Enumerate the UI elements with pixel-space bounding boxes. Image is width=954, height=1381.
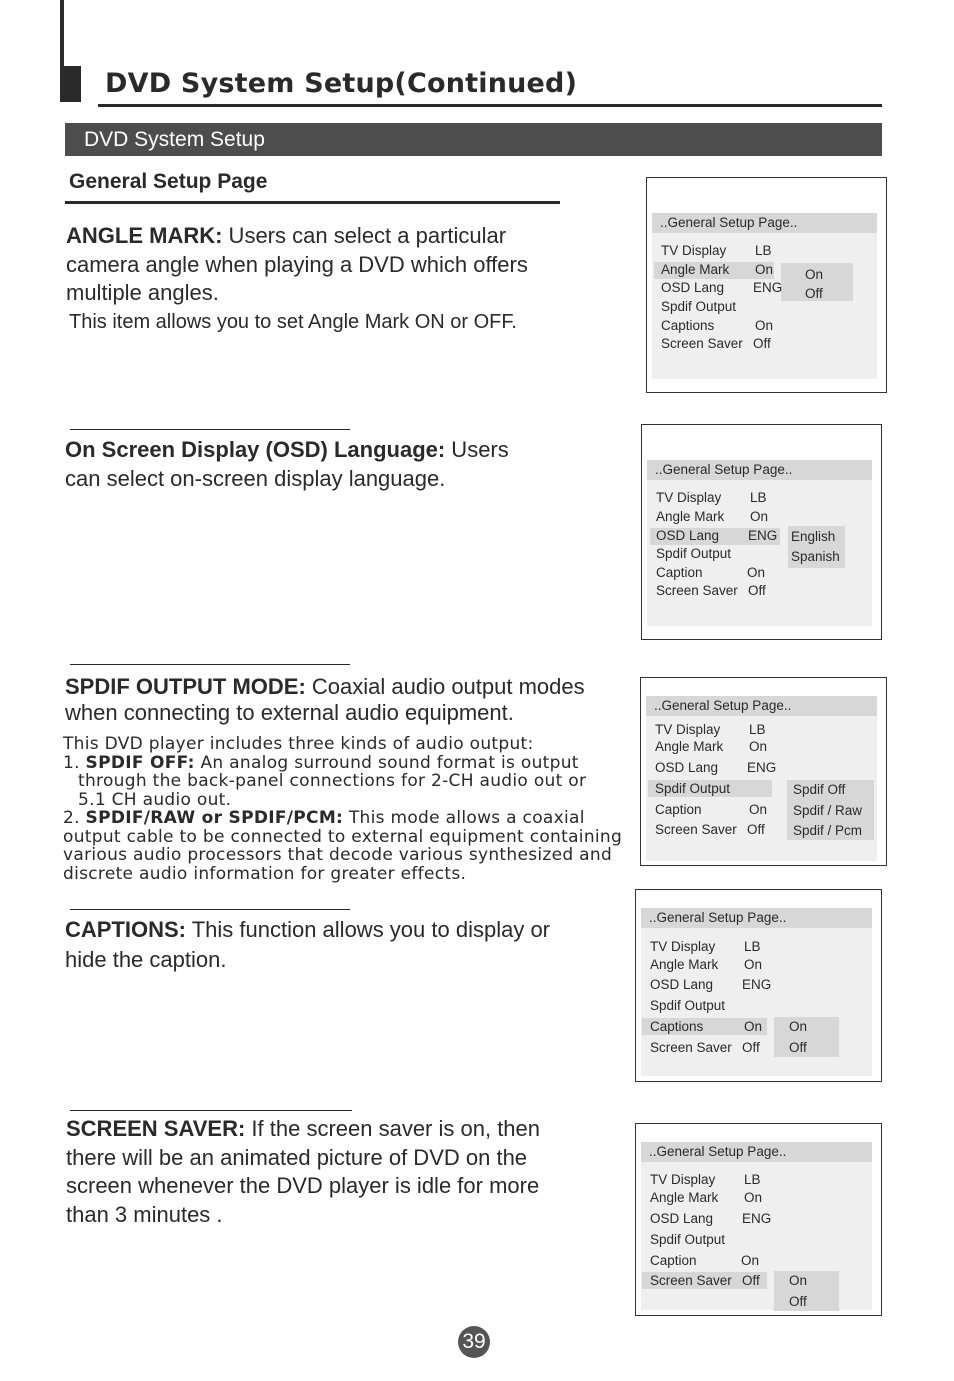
angle-mark-note: This item allows you to set Angle Mark ON or OFF.	[69, 311, 517, 333]
menu-row-value: On	[755, 262, 774, 277]
menu-row-label: Captions	[661, 318, 715, 333]
menu-title-text: ..General Setup Page..	[654, 698, 792, 713]
captions-term: CAPTIONS:	[65, 917, 186, 942]
menu-row-value: LB	[750, 490, 767, 505]
menu-row-label: TV Display	[656, 490, 722, 505]
menu-row-label: OSD Lang	[661, 280, 725, 295]
menu-row-label: Spdif Output	[656, 546, 732, 561]
menu-title-text: ..General Setup Page..	[649, 1144, 787, 1159]
header-left-bar	[60, 0, 64, 66]
section-separator	[70, 909, 350, 910]
menu-option: Off	[789, 1294, 807, 1309]
menu-row-value: ENG	[753, 280, 783, 295]
angle-mark-description: ANGLE MARK: Users can select a particular camera angle when playing a DVD which offers multiple angles.	[66, 223, 528, 305]
menu-row-value: LB	[744, 1172, 761, 1187]
menu-row-label: Spdif Output	[650, 1232, 726, 1247]
menu-row-label: Screen Saver	[656, 583, 738, 598]
menu-row-value: Off	[742, 1273, 760, 1288]
menu-row-value: ENG	[748, 528, 778, 543]
menu-row-label: TV Display	[650, 939, 716, 954]
menu-row-label: OSD Lang	[650, 977, 714, 992]
menu-row-value: Off	[753, 336, 771, 351]
menu-row-label: Spdif Output	[655, 781, 731, 796]
menu-option: Off	[805, 286, 823, 301]
menu-row-label: TV Display	[661, 243, 727, 258]
general-setup-heading: General Setup Page	[69, 170, 268, 193]
menu-row-label: Angle Mark	[655, 739, 724, 754]
osd-language-description: On Screen Display (OSD) Language: Users can select on-screen display language.	[65, 437, 509, 491]
menu-screenshot-captions	[635, 889, 882, 1082]
spdif-term: SPDIF OUTPUT MODE:	[65, 674, 306, 699]
menu-row-value: LB	[749, 722, 766, 737]
menu-option: On	[789, 1019, 808, 1034]
menu-row-value: On	[749, 739, 768, 754]
section-banner	[65, 123, 882, 156]
section-separator	[70, 1110, 352, 1111]
menu-option: Spdif / Pcm	[793, 823, 863, 838]
menu-row-value: Off	[747, 822, 765, 837]
menu-screenshot-screen-saver	[635, 1123, 882, 1316]
title-underline	[98, 104, 882, 107]
menu-row-label: Angle Mark	[650, 957, 719, 972]
menu-title-bar	[641, 1142, 872, 1162]
menu-row-label: Screen Saver	[650, 1273, 732, 1288]
spdif-details: This DVD player includes three kinds of audio output: 1. SPDIF OFF: An analog surround sound format is output through the back-panel connections for 2-CH audio out or 5.1 CH audio out. 2. SPDIF/RAW or SPDIF/PCM: This mode allows a coaxial output cable to be connected to external equipment containing various audio processors that decode various synthesized and discrete audio information for greater effects.	[63, 734, 623, 884]
menu-row-label: Angle Mark	[656, 509, 725, 524]
spdif-raw-pcm-term: SPDIF/RAW or SPDIF/PCM:	[85, 808, 344, 828]
menu-row-label: Angle Mark	[650, 1190, 719, 1205]
menu-row-label: Spdif Output	[661, 299, 737, 314]
spdif-off-term: SPDIF OFF:	[85, 752, 195, 773]
menu-row-value: On	[755, 318, 774, 333]
menu-row-value: LB	[755, 243, 772, 258]
menu-row-value: ENG	[747, 760, 777, 775]
menu-option: Spdif Off	[793, 782, 846, 797]
menu-row-value: ENG	[742, 977, 772, 992]
menu-row-value: On	[744, 957, 763, 972]
menu-title-bar	[652, 213, 877, 233]
menu-row-label: Spdif Output	[650, 998, 726, 1013]
page-number-badge: 39	[458, 1326, 490, 1358]
menu-option: Off	[789, 1040, 807, 1055]
menu-title-bar	[647, 460, 872, 480]
section-banner-label: DVD System Setup	[84, 128, 265, 151]
menu-row-value: On	[741, 1253, 760, 1268]
menu-row-value: Off	[748, 583, 766, 598]
menu-row-label: TV Display	[655, 722, 721, 737]
menu-row-value: LB	[744, 939, 761, 954]
menu-row-label: OSD Lang	[656, 528, 720, 543]
menu-row-label: Caption	[650, 1253, 697, 1268]
menu-row-value: On	[750, 509, 769, 524]
menu-option: On	[789, 1273, 808, 1288]
screen-saver-term: SCREEN SAVER:	[66, 1116, 246, 1141]
menu-row-label: Screen Saver	[655, 822, 737, 837]
menu-row-label: Angle Mark	[661, 262, 730, 277]
menu-row-label: Screen Saver	[661, 336, 743, 351]
screen-saver-description: SCREEN SAVER: If the screen saver is on, then there will be an animated picture of DVD on the screen whenever the DVD player is idle for more than 3 minutes .	[66, 1116, 541, 1227]
menu-row-label: OSD Lang	[650, 1211, 714, 1226]
angle-mark-term: ANGLE MARK:	[66, 223, 223, 248]
menu-row-value: On	[744, 1190, 763, 1205]
captions-description: CAPTIONS: This function allows you to display or hide the caption.	[65, 917, 550, 972]
spdif-description: SPDIF OUTPUT MODE: Coaxial audio output modes when connecting to external audio equipment.	[65, 674, 585, 725]
menu-row-label: Captions	[650, 1019, 704, 1034]
menu-row-value: On	[744, 1019, 763, 1034]
menu-option: On	[805, 267, 824, 282]
section-separator	[70, 429, 350, 430]
menu-title-bar	[646, 696, 877, 716]
menu-title-bar	[641, 908, 872, 928]
menu-title-text: ..General Setup Page..	[649, 910, 787, 925]
menu-title-text: ..General Setup Page..	[655, 462, 793, 477]
osd-language-term: On Screen Display (OSD) Language:	[65, 437, 446, 462]
menu-option: Spdif / Raw	[793, 803, 863, 818]
menu-row-value: On	[749, 802, 768, 817]
menu-row-label: TV Display	[650, 1172, 716, 1187]
section-separator	[70, 664, 350, 665]
menu-row-value: Off	[742, 1040, 760, 1055]
menu-title-text: ..General Setup Page..	[660, 215, 798, 230]
menu-row-value: On	[747, 565, 766, 580]
menu-row-label: OSD Lang	[655, 760, 719, 775]
menu-option: English	[791, 529, 836, 544]
menu-screenshot-osd	[641, 424, 882, 640]
menu-row-label: Caption	[656, 565, 703, 580]
menu-row-label: Screen Saver	[650, 1040, 732, 1055]
menu-screenshot-angle	[646, 177, 887, 393]
menu-screenshot-spdif	[640, 677, 887, 866]
menu-row-value: ENG	[742, 1211, 772, 1226]
page-title: DVD System Setup(Continued)	[105, 68, 578, 99]
menu-option: Spanish	[791, 549, 840, 564]
header-left-block	[60, 66, 81, 102]
menu-row-label: Caption	[655, 802, 702, 817]
general-setup-underline	[65, 201, 560, 204]
